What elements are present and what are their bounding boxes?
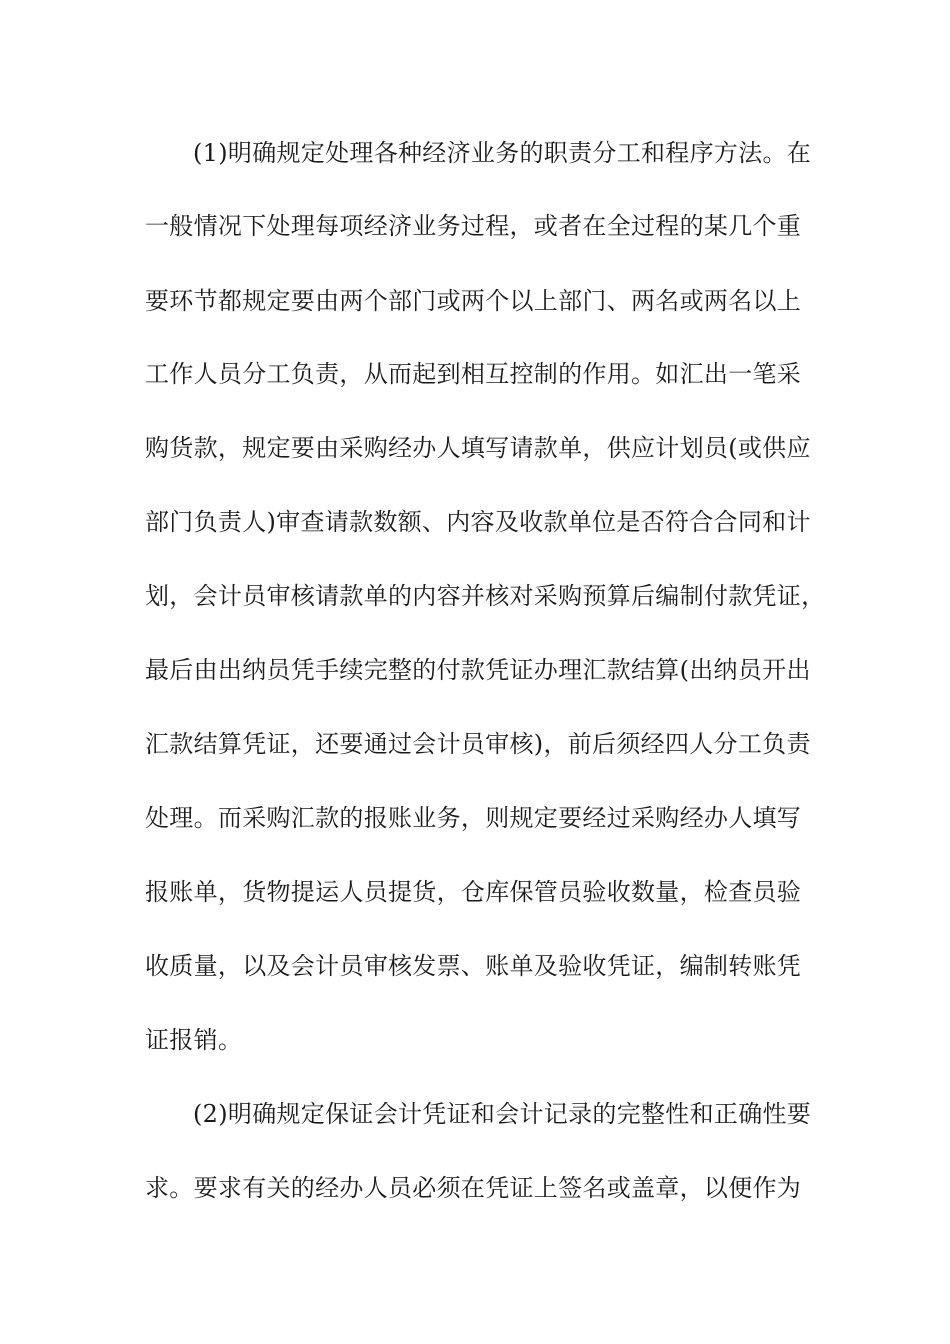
paragraph-1-line-2: 一般情况下处理每项经济业务过程，或者在全过程的某几个重 bbox=[145, 212, 802, 240]
paragraph-1-line-6: 部门负责人)审查请款数额、内容及收款单位是否符合合同和计 bbox=[145, 508, 811, 536]
paragraph-1-line-11: 报账单，货物提运人员提货，仓库保管员验收数量，检查员验 bbox=[145, 878, 802, 906]
paragraph-2-line-1: (2)明确规定保证会计凭证和会计记录的完整性和正确性要 bbox=[193, 1100, 812, 1128]
paragraph-1-line-13: 证报销。 bbox=[145, 1026, 243, 1054]
paragraph-1-line-7: 划，会计员审核请款单的内容并核对采购预算后编制付款凭证， bbox=[145, 582, 826, 610]
paragraph-1-line-5: 购货款，规定要由采购经办人填写请款单，供应计划员(或供应 bbox=[145, 434, 811, 462]
paragraph-1-line-4: 工作人员分工负责，从而起到相互控制的作用。如汇出一笔采 bbox=[145, 360, 802, 388]
paragraph-1-line-3: 要环节都规定要由两个部门或两个以上部门、两名或两名以上 bbox=[145, 287, 802, 315]
paragraph-1-line-8: 最后由出纳员凭手续完整的付款凭证办理汇款结算(出纳员开出 bbox=[145, 656, 811, 684]
paragraph-1-line-10: 处理。而采购汇款的报账业务，则规定要经过采购经办人填写 bbox=[145, 804, 802, 832]
paragraph-1-line-9: 汇款结算凭证，还要通过会计员审核)，前后须经四人分工负责 bbox=[145, 730, 811, 758]
paragraph-1-line-12: 收质量，以及会计员审核发票、账单及验收凭证，编制转账凭 bbox=[145, 952, 802, 980]
paragraph-2-line-2: 求。要求有关的经办人员必须在凭证上签名或盖章，以便作为 bbox=[145, 1174, 802, 1202]
paragraph-1-line-1: (1)明确规定处理各种经济业务的职责分工和程序方法。在 bbox=[193, 139, 812, 167]
